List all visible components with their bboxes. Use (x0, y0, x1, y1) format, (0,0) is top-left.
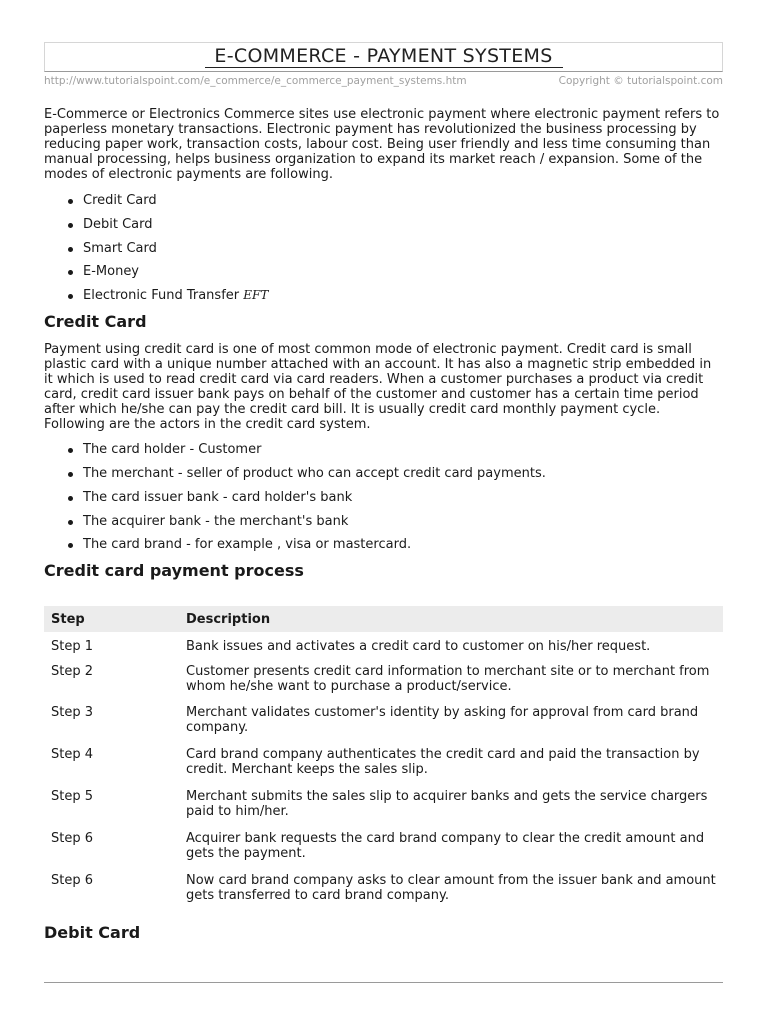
list-item (44, 241, 723, 256)
step-cell: Step 6 (51, 873, 94, 889)
list-item (44, 490, 723, 505)
list-item-text: The merchant - seller of product who can accept credit card payments. (83, 465, 546, 481)
list-item (44, 537, 723, 552)
bullet-icon (68, 199, 73, 204)
bullet-icon (68, 247, 73, 252)
list-item (44, 466, 723, 481)
step-cell: Step 5 (51, 789, 94, 805)
bullet-icon (68, 294, 73, 299)
table-row (44, 826, 723, 868)
bullet-icon (68, 543, 73, 548)
step-cell: Step 6 (51, 831, 94, 847)
description-cell: Merchant submits the sales slip to acquirer banks and gets the service chargers paid to him/her. (186, 789, 708, 820)
payment-modes-list (44, 193, 723, 303)
payment-process-heading: Credit card payment process (44, 561, 304, 581)
list-item (44, 217, 723, 232)
list-item-text: The card brand - for example , visa or mastercard. (83, 537, 412, 553)
title-bar (44, 42, 723, 72)
credit-card-heading: Credit Card (44, 312, 147, 332)
bullet-icon (68, 472, 73, 477)
intro-paragraph: E-Commerce or Electronics Commerce sites use electronic payment where electronic payment refers to paperless monetary transactions. Electronic payment has revolutionized the business processing by reducing paper work, transaction costs, labour cost. Being user friendly and less time consuming than manual processing, helps business organization to expand its market reach / expansion. Some of the modes of electronic payments are following. (44, 107, 720, 182)
table-row (44, 700, 723, 742)
list-item-text: Debit Card (83, 216, 153, 232)
bullet-icon (68, 496, 73, 501)
bullet-icon (68, 270, 73, 275)
description-cell: Acquirer bank requests the card brand company to clear the credit amount and gets the payment. (186, 831, 705, 862)
list-item-text: Electronic Fund Transfer (83, 288, 240, 304)
list-item-text: Smart Card (83, 240, 157, 256)
description-cell: Now card brand company asks to clear amount from the issuer bank and amount gets transferred to card brand company. (186, 873, 716, 904)
description-cell: Bank issues and activates a credit card to customer on his/her request. (186, 639, 651, 655)
list-item-text: The acquirer bank - the merchant's bank (83, 513, 349, 529)
list-item (44, 288, 723, 303)
document-page (44, 42, 723, 943)
table-row (44, 868, 723, 910)
table-header-row (44, 606, 723, 632)
page-title-text: E-COMMERCE - PAYMENT SYSTEMS (214, 45, 553, 67)
debit-card-heading: Debit Card (44, 923, 141, 943)
page-title (45, 45, 722, 68)
list-item-text: The card issuer bank - card holder's bank (83, 489, 353, 505)
list-item (44, 442, 723, 457)
list-item (44, 514, 723, 529)
bottom-divider (44, 982, 723, 983)
list-item-text: Credit Card (83, 193, 157, 208)
description-cell: Merchant validates customer's identity by asking for approval from card brand company. (186, 705, 699, 736)
bullet-icon (68, 520, 73, 525)
list-item-text: The card holder - Customer (83, 442, 262, 458)
column-header-description: Description (186, 606, 723, 632)
bullet-icon (68, 448, 73, 453)
eft-abbreviation: EFT (243, 288, 269, 303)
credit-card-paragraph: Payment using credit card is one of most common mode of electronic payment. Credit card is small plastic card with a unique number attached with an account. It has also a magnetic strip embedded in it which is used to read credit card via card readers. When a customer purchases a product via credit card, credit card issuer bank pays on behalf of the customer and customer has a certain time period after which he/she can pay the credit card bill. It is usually credit card monthly payment cycle. Following are the actors in the credit card system. (44, 342, 712, 433)
table-row (44, 659, 723, 700)
meta-row (44, 75, 723, 93)
table-row (44, 784, 723, 826)
credit-card-actors-list (44, 442, 723, 552)
list-item-text: E-Money (83, 264, 140, 280)
table-row (44, 742, 723, 784)
step-cell: Step 2 (51, 664, 94, 680)
bullet-icon (68, 223, 73, 228)
description-cell: Card brand company authenticates the credit card and paid the transaction by credit. Merchant keeps the sales slip. (186, 747, 700, 778)
list-item (44, 264, 723, 279)
step-cell: Step 4 (51, 747, 94, 763)
step-cell: Step 1 (51, 639, 94, 655)
description-cell: Customer presents credit card information to merchant site or to merchant from whom he/she want to purchase a product/service. (186, 664, 710, 695)
step-cell: Step 3 (51, 705, 94, 721)
list-item (44, 193, 723, 208)
table-row (44, 632, 723, 659)
copyright-notice: Copyright © tutorialspoint.com (558, 75, 723, 87)
column-header-step: Step (44, 606, 186, 632)
payment-process-table (44, 606, 723, 910)
title-underline (205, 67, 563, 68)
source-url[interactable]: http://www.tutorialspoint.com/e_commerce/e_commerce_payment_systems.htm (44, 75, 467, 87)
